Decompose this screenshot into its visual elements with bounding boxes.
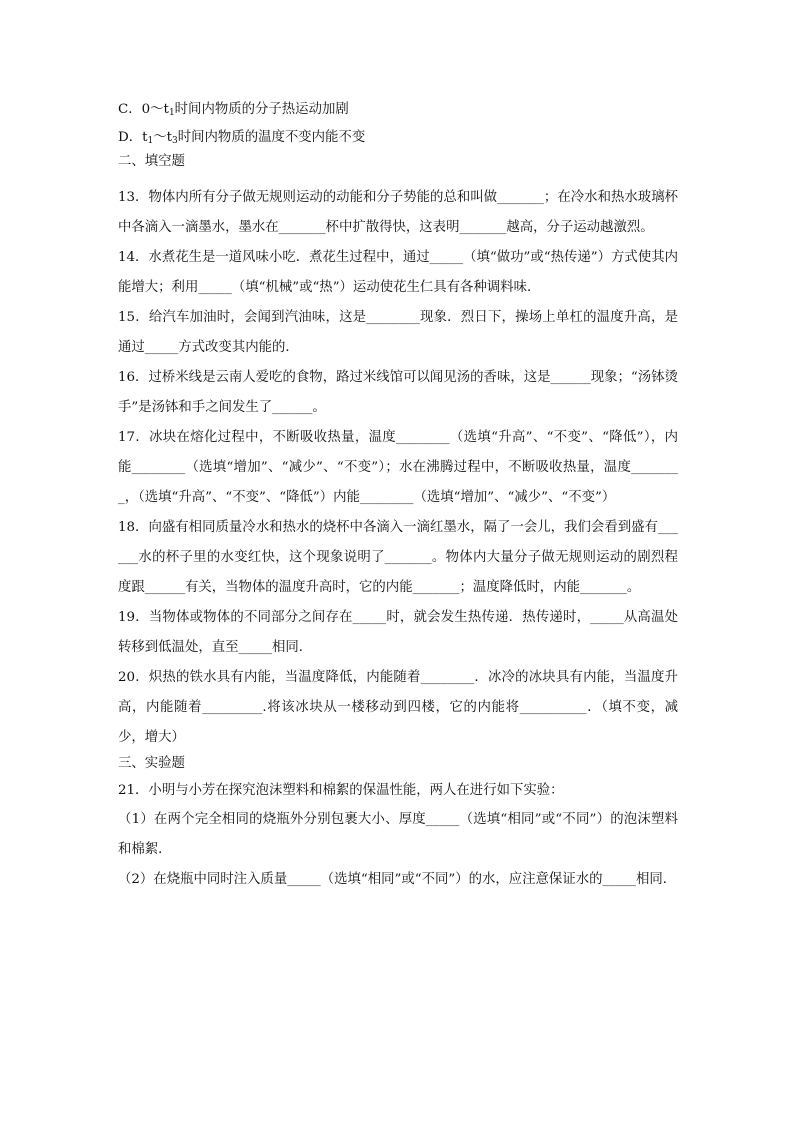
- option-c: [118, 99, 678, 121]
- option-d: [118, 127, 678, 149]
- subscript: 1: [147, 136, 154, 146]
- question-21-part-2: （2）在烧瓶中同时注入质量_____（选填“相同”或“不同”）的水，应注意保证水的_____相同．: [118, 872, 677, 887]
- subscript: 1: [168, 108, 175, 118]
- question-20: 20．炽热的铁水具有内能，当温度降低，内能随着________．冰冷的冰块具有内能，当温度升高，内能随着_________.将该冰块从一楼移动到四楼，它的内能将__________．（填不变，减少，增大）: [118, 670, 678, 745]
- option-d-text-tail: 时间内物质的温度不变内能不变: [177, 130, 366, 145]
- subscript: 3: [172, 136, 178, 146]
- question-15: 15．给汽车加油时，会闻到汽油味，这是________现象．烈日下，操场上单杠的温度升高，是通过_____方式改变其内能的．: [118, 310, 678, 355]
- question-21: 21．小明与小芳在探究泡沫塑料和棉絮的保温性能，两人在进行如下实验：: [118, 783, 564, 798]
- option-d-text-mid: ～t: [153, 130, 173, 145]
- option-c-text-tail: 时间内物质的分子热运动加剧: [174, 102, 349, 117]
- section-fill-in: 二、填空题: [118, 154, 185, 169]
- question-14: 14．水煮花生是一道风味小吃．煮花生过程中，通过_____（填“做功”或“热传递”）方式使其内能增大；利用_____（填“机械”或“热”）运动使花生仁具有各种调料味．: [118, 250, 678, 295]
- question-18: 18．向盛有相同质量冷水和热水的烧杯中各滴入一滴红墨水，隔了一会儿，我们会看到盛有______水的杯子里的水变红快，这个现象说明了_______。物体内大量分子做无规则运动的剧烈程度跟______有关，当物体的温度升高时，它的内能_______；温度降低时，内能_______。: [118, 520, 678, 595]
- question-19: 19．当物体或物体的不同部分之间存在_____时，就会发生热传递．热传递时，_____从高温处转移到低温处，直至_____相同．: [118, 610, 678, 655]
- option-c-text: C．0～t: [118, 102, 169, 117]
- question-17: 17．冰块在熔化过程中，不断吸收热量，温度________（选填“升高”、“不变”、“降低”），内能________（选填“增加”、“减少”、“不变”）；水在沸腾过程中，不断吸收热量，温度________，（选填“升高”、“不变”、“降低”）内能________（选填“增加”、“减少”、“不变”）: [118, 430, 678, 505]
- option-d-text: D．t: [118, 130, 148, 145]
- section-experiment: 三、实验题: [118, 756, 185, 771]
- question-21-part-1: （1）在两个完全相同的烧瓶外分别包裹大小、厚度_____（选填“相同”或“不同”）的泡沫塑料和棉絮．: [118, 812, 678, 857]
- question-16: 16．过桥米线是云南人爱吃的食物，路过米线馆可以闻见汤的香味，这是______现象；“汤钵烫手”是汤钵和手之间发生了______。: [118, 370, 678, 415]
- question-13: 13．物体内所有分子做无规则运动的动能和分子势能的总和叫做_______；在冷水和热水玻璃杯中各滴入一滴墨水，墨水在_______杯中扩散得快，这表明_______越高，分子运动越激烈。: [118, 190, 678, 235]
- exam-page: [118, 99, 678, 895]
